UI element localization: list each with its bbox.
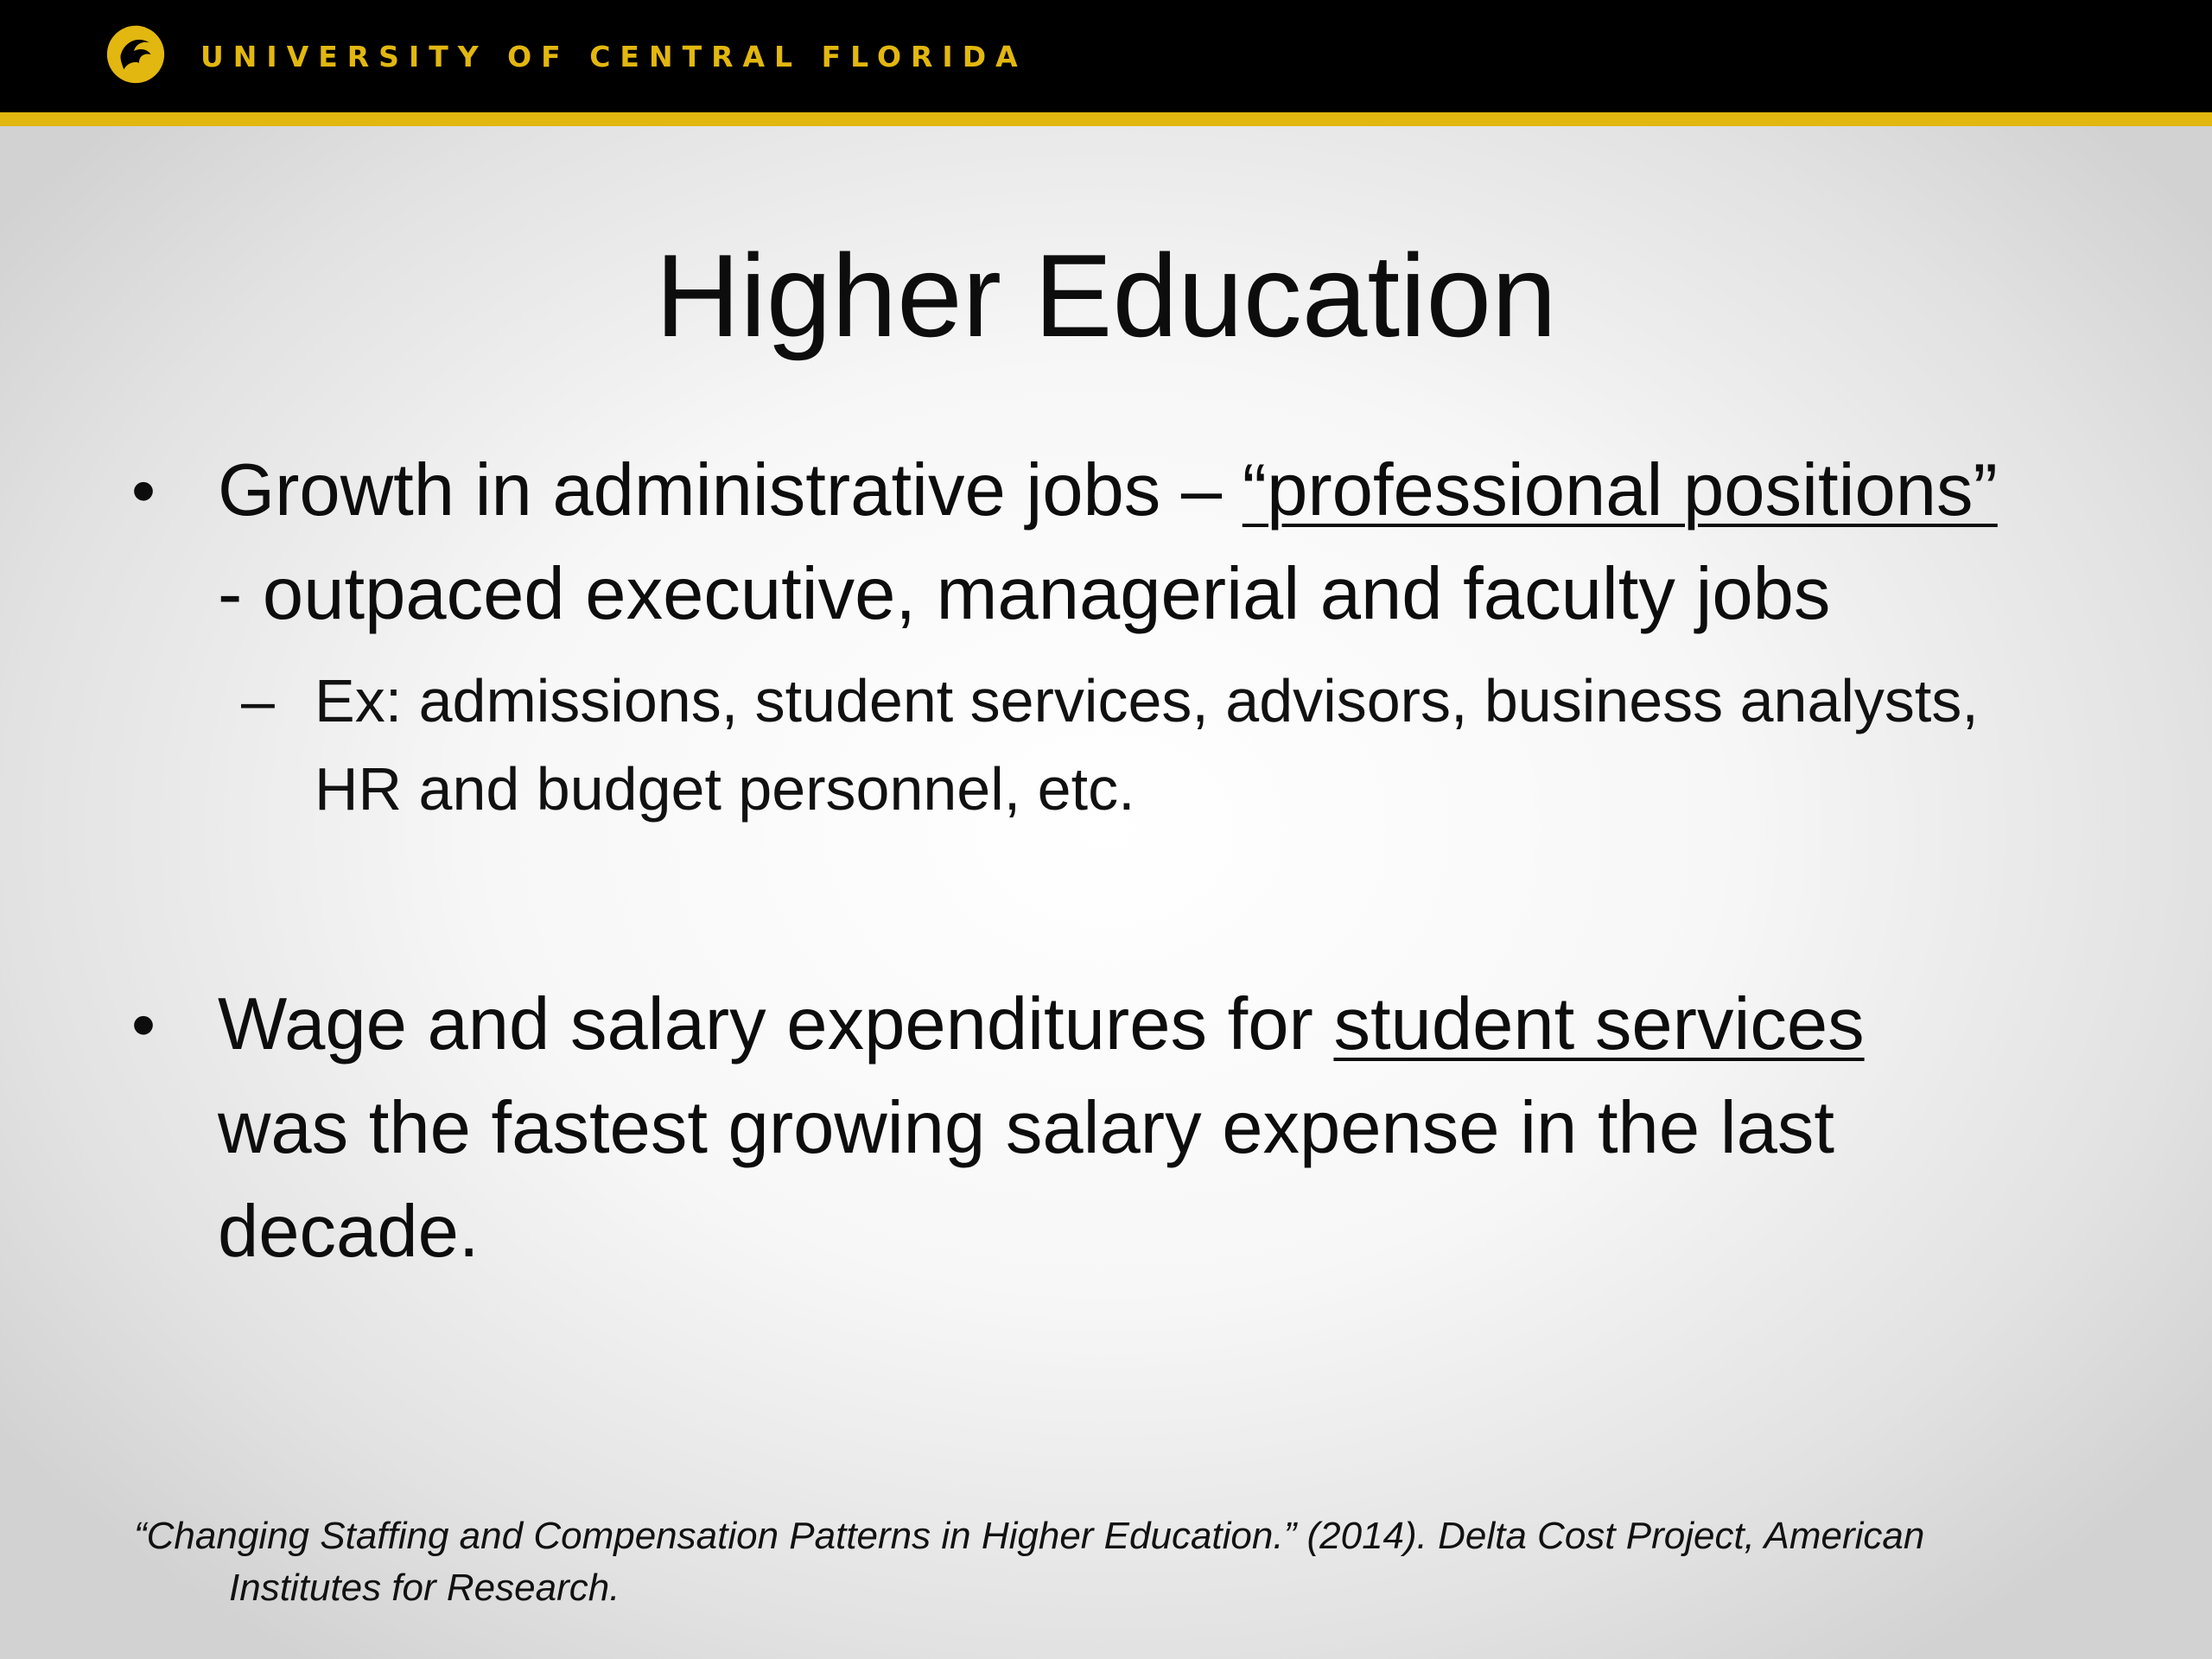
citation-line: Institutes for Research. [229, 1567, 620, 1609]
citation-line: “Changing Staffing and Compensation Patterns in Higher Education.” (2014). Delta Cost Project, American [134, 1515, 1925, 1557]
bullet-text: - outpaced executive, managerial and faculty jobs [218, 553, 1831, 635]
pegasus-logo-icon [102, 19, 169, 86]
bullet-item [131, 973, 2015, 1284]
sub-bullet-text: Ex: admissions, student services, advisors, business analysts, HR and budget personnel, etc. [315, 667, 1979, 823]
header-accent-rule [0, 112, 2212, 126]
bullet-icon: • [131, 452, 156, 529]
slide-body [131, 439, 2015, 1284]
bullet-text: Growth in administrative jobs – [218, 449, 1243, 531]
bullet-icon: • [131, 986, 156, 1063]
underlined-term: “professional positions” [1242, 449, 1998, 531]
sub-bullet-item [241, 657, 2015, 833]
header-bar [0, 0, 2212, 112]
bullet-text: was the fastest growing salary expense in the last decade. [218, 1087, 1834, 1273]
underlined-term: student services [1333, 983, 1865, 1065]
slide-title: Higher Education [655, 230, 1557, 361]
university-wordmark: UNIVERSITY OF CENTRAL FLORIDA [200, 40, 1027, 73]
bullet-item [131, 439, 2015, 646]
dash-icon: – [241, 667, 275, 734]
citation [134, 1510, 2087, 1614]
bullet-text: Wage and salary expenditures for [218, 983, 1334, 1065]
